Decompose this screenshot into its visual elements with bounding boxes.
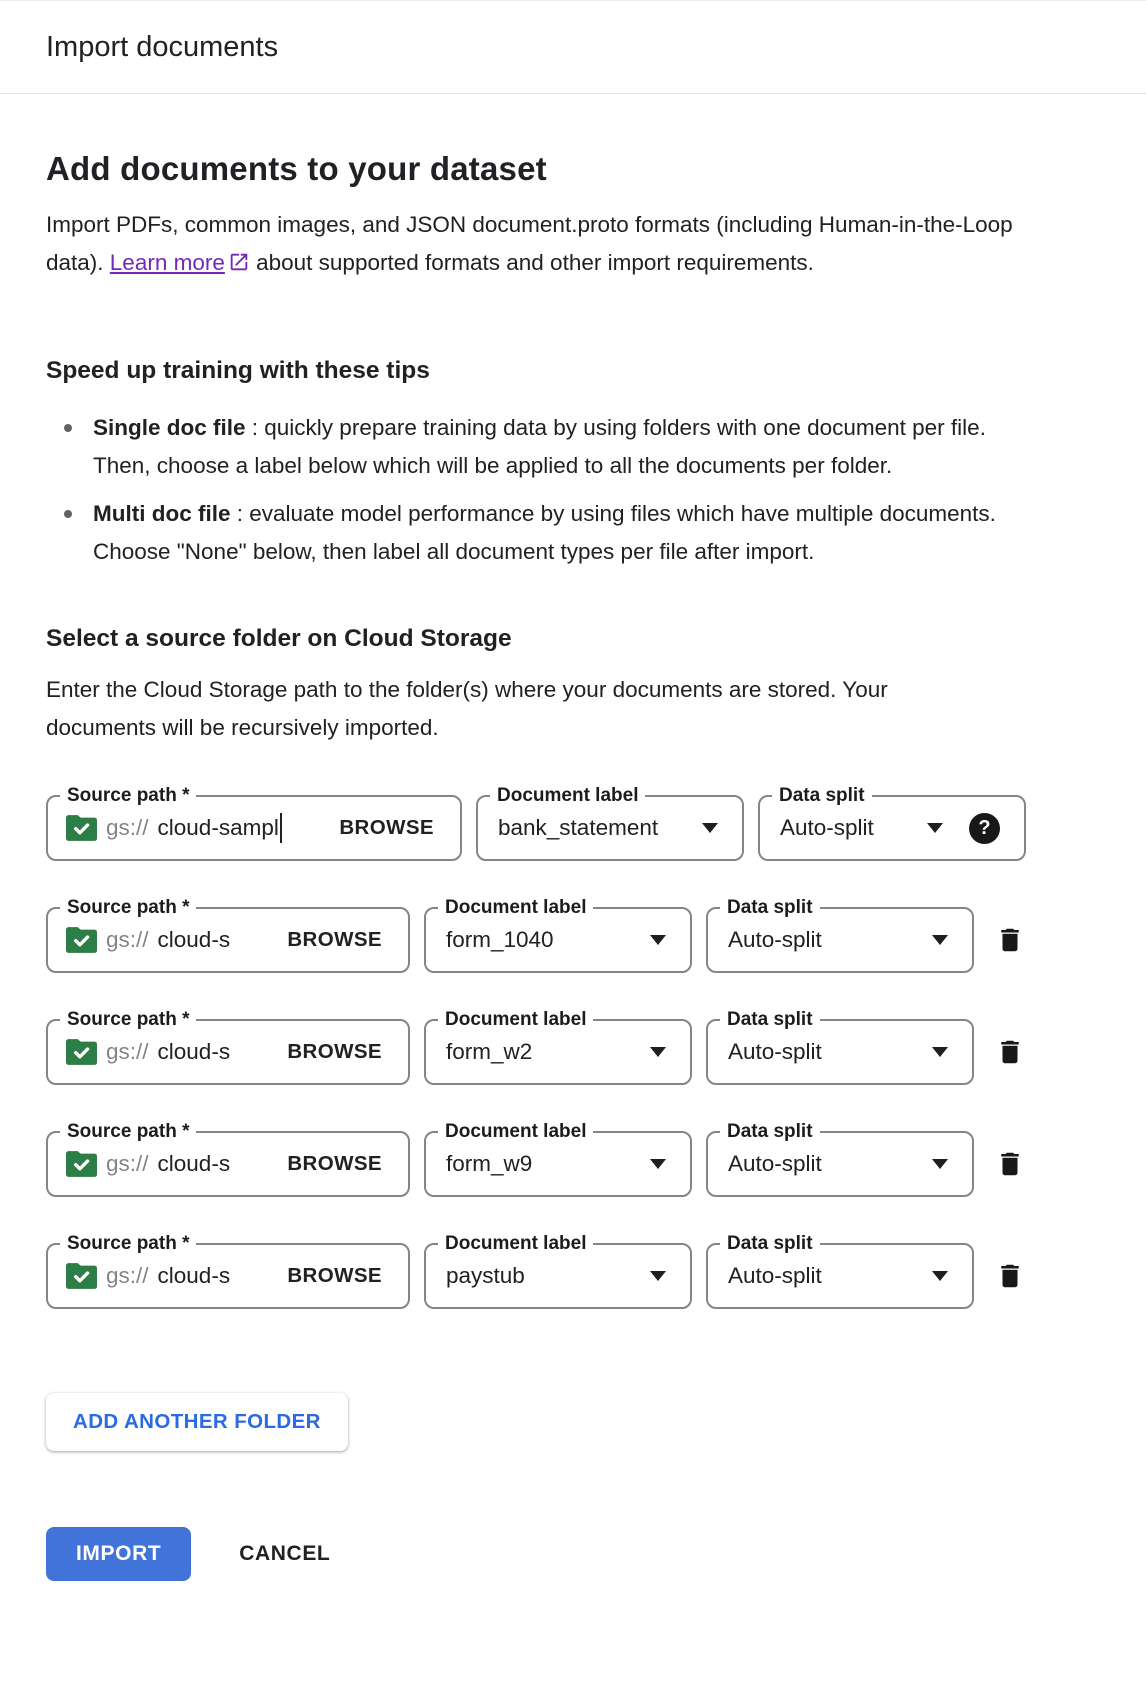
folder-check-icon — [66, 928, 97, 953]
data-split-label: Data split — [720, 1231, 820, 1257]
document-label-select[interactable] — [424, 1121, 692, 1197]
browse-button[interactable]: BROWSE — [287, 1152, 382, 1175]
dropdown-arrow-icon[interactable] — [650, 1159, 666, 1169]
import-button[interactable]: IMPORT — [46, 1527, 191, 1581]
browse-button[interactable]: BROWSE — [287, 1264, 382, 1287]
dropdown-arrow-icon[interactable] — [932, 935, 948, 945]
delete-folder-button[interactable] — [993, 1146, 1027, 1182]
tips-list — [46, 409, 1100, 571]
source-path-input[interactable]: cloud-s — [157, 927, 231, 952]
document-label-select[interactable] — [476, 785, 744, 861]
document-label-select[interactable] — [424, 897, 692, 973]
data-split-value: Auto-split — [728, 1039, 822, 1064]
learn-more-link[interactable] — [110, 250, 250, 275]
document-label-label: Document label — [438, 1231, 593, 1257]
source-section-heading: Select a source folder on Cloud Storage — [46, 625, 512, 652]
tip-item — [46, 495, 1100, 571]
intro-text-after: about supported formats and other import requirements. — [249, 250, 814, 275]
browse-button[interactable]: BROWSE — [287, 1040, 382, 1063]
data-split-label: Data split — [720, 1007, 820, 1033]
folder-check-icon — [66, 1264, 97, 1289]
gs-prefix: gs:// — [106, 927, 149, 952]
folder-row-3 — [46, 1009, 1100, 1085]
text-cursor — [280, 813, 282, 843]
source-path-label: Source path * — [60, 1119, 196, 1145]
folder-check-icon — [66, 816, 97, 841]
source-path-label: Source path * — [60, 1231, 196, 1257]
tip-desc: : evaluate model performance by using files which have multiple documents. Choose "None" below, then label all document types per file after import. — [93, 501, 996, 564]
document-label-value: form_1040 — [446, 927, 554, 952]
document-label-label: Document label — [490, 783, 645, 809]
tips-heading: Speed up training with these tips — [46, 357, 430, 384]
data-split-select[interactable] — [706, 1233, 974, 1309]
data-split-label: Data split — [720, 895, 820, 921]
tip-term: Single doc file — [93, 415, 246, 440]
source-path-field[interactable] — [46, 897, 410, 973]
document-label-select[interactable] — [424, 1233, 692, 1309]
data-split-value: Auto-split — [728, 927, 822, 952]
data-split-select[interactable] — [758, 785, 1026, 861]
external-link-icon — [228, 247, 250, 285]
dropdown-arrow-icon[interactable] — [932, 1159, 948, 1169]
delete-folder-button[interactable] — [993, 1034, 1027, 1070]
folder-row-4 — [46, 1121, 1100, 1197]
document-label-label: Document label — [438, 1007, 593, 1033]
folder-row-2 — [46, 897, 1100, 973]
dialog-actions — [46, 1527, 1100, 1681]
dropdown-arrow-icon[interactable] — [650, 1271, 666, 1281]
intro-text-before: Import PDFs, common images, and JSON document.proto formats (including Human-in-the-Loop data). — [46, 212, 1013, 275]
data-split-label: Data split — [772, 783, 872, 809]
data-split-value: Auto-split — [728, 1151, 822, 1176]
folder-check-icon — [66, 1152, 97, 1177]
add-another-folder-button[interactable]: ADD ANOTHER FOLDER — [46, 1393, 348, 1451]
data-split-select[interactable] — [706, 1009, 974, 1085]
dropdown-arrow-icon[interactable] — [932, 1271, 948, 1281]
bullet-icon — [64, 424, 72, 432]
dropdown-arrow-icon[interactable] — [650, 1047, 666, 1057]
document-label-select[interactable] — [424, 1009, 692, 1085]
learn-more-label: Learn more — [109, 250, 225, 275]
document-label-label: Document label — [438, 1119, 593, 1145]
folder-rows — [46, 785, 1100, 1309]
dropdown-arrow-icon[interactable] — [702, 823, 718, 833]
delete-folder-button[interactable] — [993, 922, 1027, 958]
data-split-value: Auto-split — [780, 815, 874, 840]
source-path-input[interactable]: cloud-s — [157, 1263, 231, 1288]
data-split-label: Data split — [720, 1119, 820, 1145]
gs-prefix: gs:// — [106, 1263, 149, 1288]
intro-paragraph — [46, 206, 1031, 285]
folder-row-1 — [46, 785, 1100, 861]
cancel-button[interactable]: CANCEL — [239, 1542, 331, 1565]
data-split-select[interactable] — [706, 897, 974, 973]
source-path-field[interactable] — [46, 1233, 410, 1309]
dialog-body — [0, 150, 1146, 1681]
gs-prefix: gs:// — [106, 1039, 149, 1064]
tip-item — [46, 409, 1100, 485]
source-path-label: Source path * — [60, 895, 196, 921]
document-label-value: bank_statement — [498, 815, 659, 840]
document-label-value: paystub — [446, 1263, 525, 1288]
document-label-value: form_w2 — [446, 1039, 533, 1064]
source-path-field[interactable] — [46, 1121, 410, 1197]
source-path-label: Source path * — [60, 783, 196, 809]
source-section-description: Enter the Cloud Storage path to the folder(s) where your documents are stored. Your documents will be recursively imported. — [46, 677, 888, 740]
delete-folder-button[interactable] — [993, 1258, 1027, 1294]
tip-term: Multi doc file — [93, 501, 231, 526]
dialog-header — [0, 0, 1146, 94]
tip-desc: : quickly prepare training data by using folders with one document per file. Then, choose a label below which will be applied to all the documents per folder. — [93, 415, 986, 478]
dropdown-arrow-icon[interactable] — [927, 823, 943, 833]
browse-button[interactable]: BROWSE — [287, 928, 382, 951]
source-path-input[interactable]: cloud-s — [157, 1039, 231, 1064]
data-split-select[interactable] — [706, 1121, 974, 1197]
dialog-title: Import documents — [46, 30, 279, 63]
gs-prefix: gs:// — [106, 1151, 149, 1176]
bullet-icon — [64, 510, 72, 518]
help-icon[interactable]: ? — [969, 813, 1000, 844]
source-path-field[interactable] — [46, 785, 462, 861]
folder-check-icon — [66, 1040, 97, 1065]
browse-button[interactable]: BROWSE — [339, 816, 434, 839]
data-split-value: Auto-split — [728, 1263, 822, 1288]
source-path-input[interactable]: cloud-sampl — [157, 815, 279, 840]
document-label-value: form_w9 — [446, 1151, 533, 1176]
dropdown-arrow-icon[interactable] — [932, 1047, 948, 1057]
dropdown-arrow-icon[interactable] — [650, 935, 666, 945]
source-path-input[interactable]: cloud-s — [157, 1151, 231, 1176]
gs-prefix: gs:// — [106, 815, 149, 840]
source-path-label: Source path * — [60, 1007, 196, 1033]
page-title: Add documents to your dataset — [46, 150, 547, 187]
source-path-field[interactable] — [46, 1009, 410, 1085]
folder-row-5 — [46, 1233, 1100, 1309]
document-label-label: Document label — [438, 895, 593, 921]
